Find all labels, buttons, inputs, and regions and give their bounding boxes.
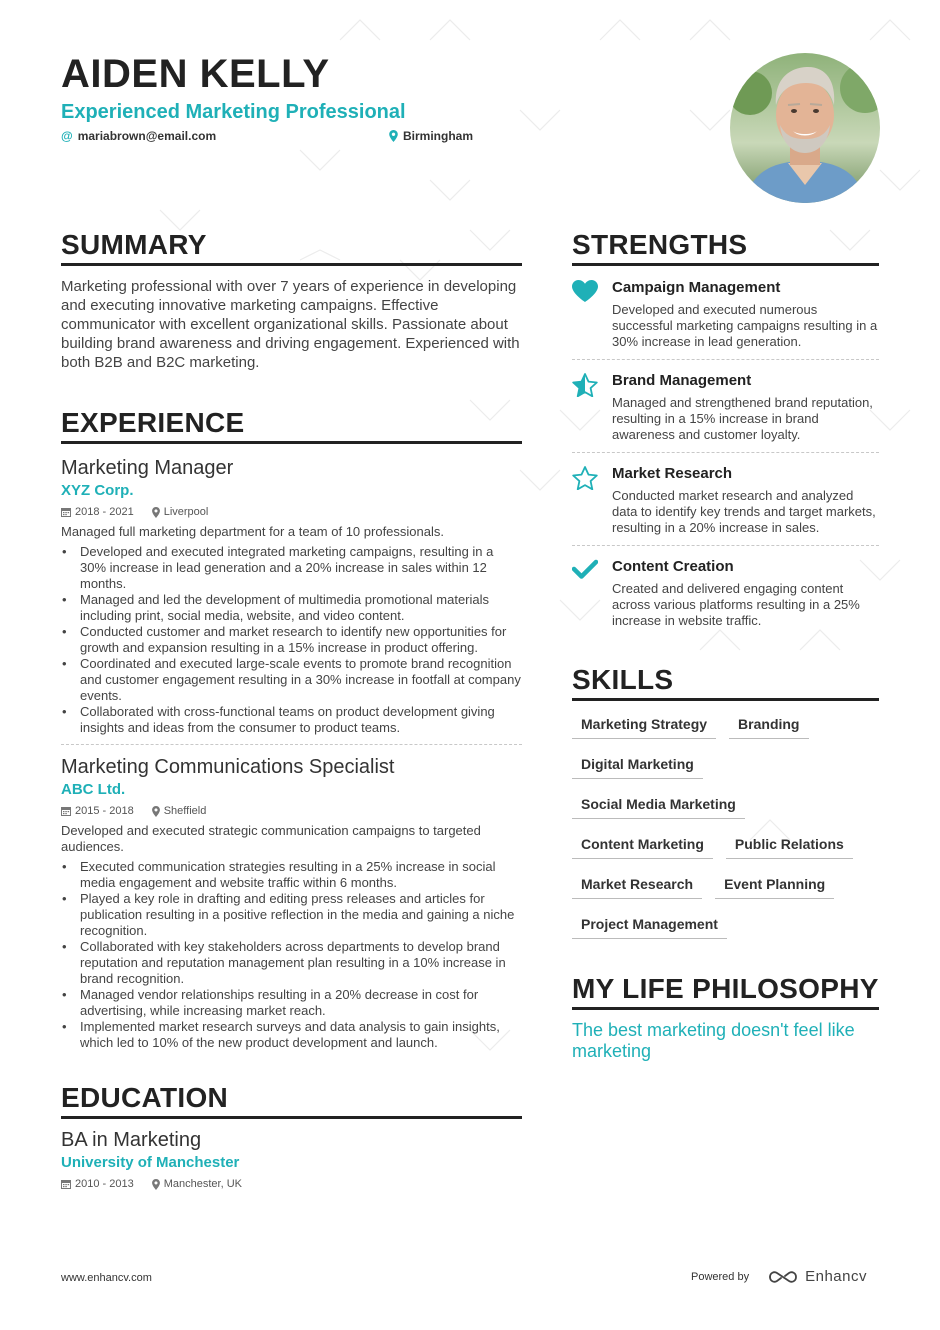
entry-divider — [61, 744, 522, 745]
strength-item — [572, 371, 879, 452]
bullet-item: • Managed and led the development of multimedia promotional materials including print, social media, website, and video content. — [61, 592, 522, 624]
summary-text: Marketing professional with over 7 years of experience in developing and executing innovative marketing campaigns. Effective communicator with excellent organizational skills. Passionate about building brand awareness and driving engagement. Experienced with both B2B and B2C marketing. — [61, 278, 520, 371]
star-outline-icon — [572, 477, 598, 494]
strength-description: Conducted market research and analyzed data to identify key trends and target markets, resulting in a 20% increase in sales. — [612, 488, 876, 535]
skill-tag: Market Research — [572, 872, 702, 899]
at-icon: @ — [61, 129, 73, 143]
strengths-heading: STRENGTHS — [572, 228, 879, 266]
email-text: mariabrown@email.com — [77, 129, 217, 143]
job-location: Liverpool — [163, 506, 209, 518]
brand-name: Enhancv — [805, 1268, 867, 1285]
bullet-item: • Conducted customer and market research to identify new opportunities for growth and expansion resulting in a 15% increase in product offering. — [61, 624, 522, 656]
enhancv-logo[interactable] — [767, 1268, 867, 1285]
calendar-icon — [61, 1179, 71, 1189]
experience-entry — [61, 455, 522, 736]
job-title: Marketing Manager — [61, 457, 234, 479]
location-text: Birmingham — [403, 129, 474, 143]
company-name: XYZ Corp. — [61, 482, 134, 499]
bullet-item: • Collaborated with cross-functional teams on product development giving insights and ideas from the consumer to product teams. — [61, 704, 522, 736]
profile-photo — [730, 53, 880, 203]
school-name: University of Manchester — [61, 1154, 240, 1171]
skill-tag: Digital Marketing — [572, 752, 703, 779]
infinity-logo-icon — [767, 1269, 799, 1285]
strength-item — [572, 557, 879, 638]
location-pin-icon — [152, 806, 160, 817]
bullet-item: • Managed vendor relationships resulting in a 20% decrease in cost for advertising, while increasing market reach. — [61, 987, 522, 1019]
strength-title: Campaign Management — [612, 279, 781, 296]
skills-heading: SKILLS — [572, 663, 879, 701]
calendar-icon — [61, 806, 71, 816]
strength-description: Created and delivered engaging content across various platforms resulting in a 25% increase in website traffic. — [612, 581, 860, 628]
job-meta — [61, 504, 522, 520]
job-location: Sheffield — [163, 805, 207, 817]
experience-entry — [61, 754, 522, 1051]
candidate-headline: Experienced Marketing Professional — [61, 101, 406, 123]
contact-location — [389, 128, 473, 144]
job-dates: 2015 - 2018 — [75, 805, 134, 817]
education-meta — [61, 1176, 522, 1192]
strength-divider — [572, 452, 879, 453]
bullet-item: • Implemented market research surveys and data analysis to gain insights, which led to 10% of the new product development and launch. — [61, 1019, 522, 1051]
job-bullets — [61, 859, 522, 1051]
skill-tag: Social Media Marketing — [572, 792, 745, 819]
checkmark-icon — [572, 566, 598, 583]
bullet-item: • Coordinated and executed large-scale events to promote brand recognition and customer engagement resulting in a 30% increase in footfall at company events. — [61, 656, 522, 704]
skill-tag: Content Marketing — [572, 832, 713, 859]
job-title: Marketing Communications Specialist — [61, 756, 395, 778]
bullet-item: • Played a key role in drafting and editing press releases and articles for publication resulting in a positive reflection in the media and gaining a niche recognition. — [61, 891, 522, 939]
candidate-name: AIDEN KELLY — [61, 52, 330, 96]
skill-tag: Branding — [729, 712, 808, 739]
strength-description: Developed and executed numerous successful marketing campaigns resulting in a 30% increase in lead generation. — [612, 302, 878, 349]
degree-title: BA in Marketing — [61, 1129, 202, 1151]
job-description: Managed full marketing department for a team of 10 professionals. — [61, 524, 444, 539]
education-heading: EDUCATION — [61, 1081, 522, 1119]
education-location: Manchester, UK — [163, 1178, 242, 1190]
philosophy-heading: MY LIFE PHILOSOPHY — [572, 972, 879, 1010]
job-dates: 2018 - 2021 — [75, 506, 134, 518]
skill-tag: Public Relations — [726, 832, 853, 859]
strength-divider — [572, 359, 879, 360]
bullet-item: • Collaborated with key stakeholders across departments to develop brand reputation and reputation management plan resulting in a 10% increase in brand recognition. — [61, 939, 522, 987]
skills-list — [572, 712, 879, 952]
skill-tag: Project Management — [572, 912, 727, 939]
contact-email[interactable] — [61, 128, 216, 144]
strength-title: Market Research — [612, 465, 733, 482]
strength-title: Content Creation — [612, 558, 734, 575]
right-column — [572, 228, 879, 1062]
strength-item — [572, 278, 879, 359]
bullet-item: • Developed and executed integrated marketing campaigns, resulting in a 30% increase in lead generation and a 20% increase in sales within 12 months. — [61, 544, 522, 592]
location-pin-icon — [152, 1179, 160, 1190]
job-bullets — [61, 544, 522, 736]
education-dates: 2010 - 2013 — [75, 1178, 134, 1190]
skill-tag: Marketing Strategy — [572, 712, 716, 739]
education-entry — [61, 1127, 522, 1192]
location-pin-icon — [389, 130, 398, 142]
powered-by-text: Powered by — [691, 1270, 750, 1283]
strength-item — [572, 464, 879, 545]
footer-website[interactable]: www.enhancv.com — [61, 1272, 152, 1284]
job-description: Developed and executed strategic communication campaigns to targeted audiences. — [61, 823, 481, 854]
skill-tag: Event Planning — [715, 872, 834, 899]
experience-heading: EXPERIENCE — [61, 406, 522, 444]
strength-divider — [572, 545, 879, 546]
strengths-list — [572, 278, 879, 638]
strength-title: Brand Management — [612, 372, 752, 389]
bullet-item: • Executed communication strategies resulting in a 25% increase in social media engagement and website traffic within 6 months. — [61, 859, 522, 891]
location-pin-icon — [152, 507, 160, 518]
calendar-icon — [61, 507, 71, 517]
summary-heading: SUMMARY — [61, 228, 522, 266]
heart-icon — [572, 289, 598, 306]
star-half-icon — [572, 384, 598, 401]
left-column — [61, 228, 522, 1192]
company-name: ABC Ltd. — [61, 781, 126, 798]
footer-powered-by — [691, 1268, 867, 1285]
strength-description: Managed and strengthened brand reputation, resulting in a 15% increase in brand awareness and customer loyalty. — [612, 395, 873, 442]
philosophy-quote: The best marketing doesn't feel like marketing — [572, 1020, 855, 1061]
job-meta — [61, 803, 522, 819]
